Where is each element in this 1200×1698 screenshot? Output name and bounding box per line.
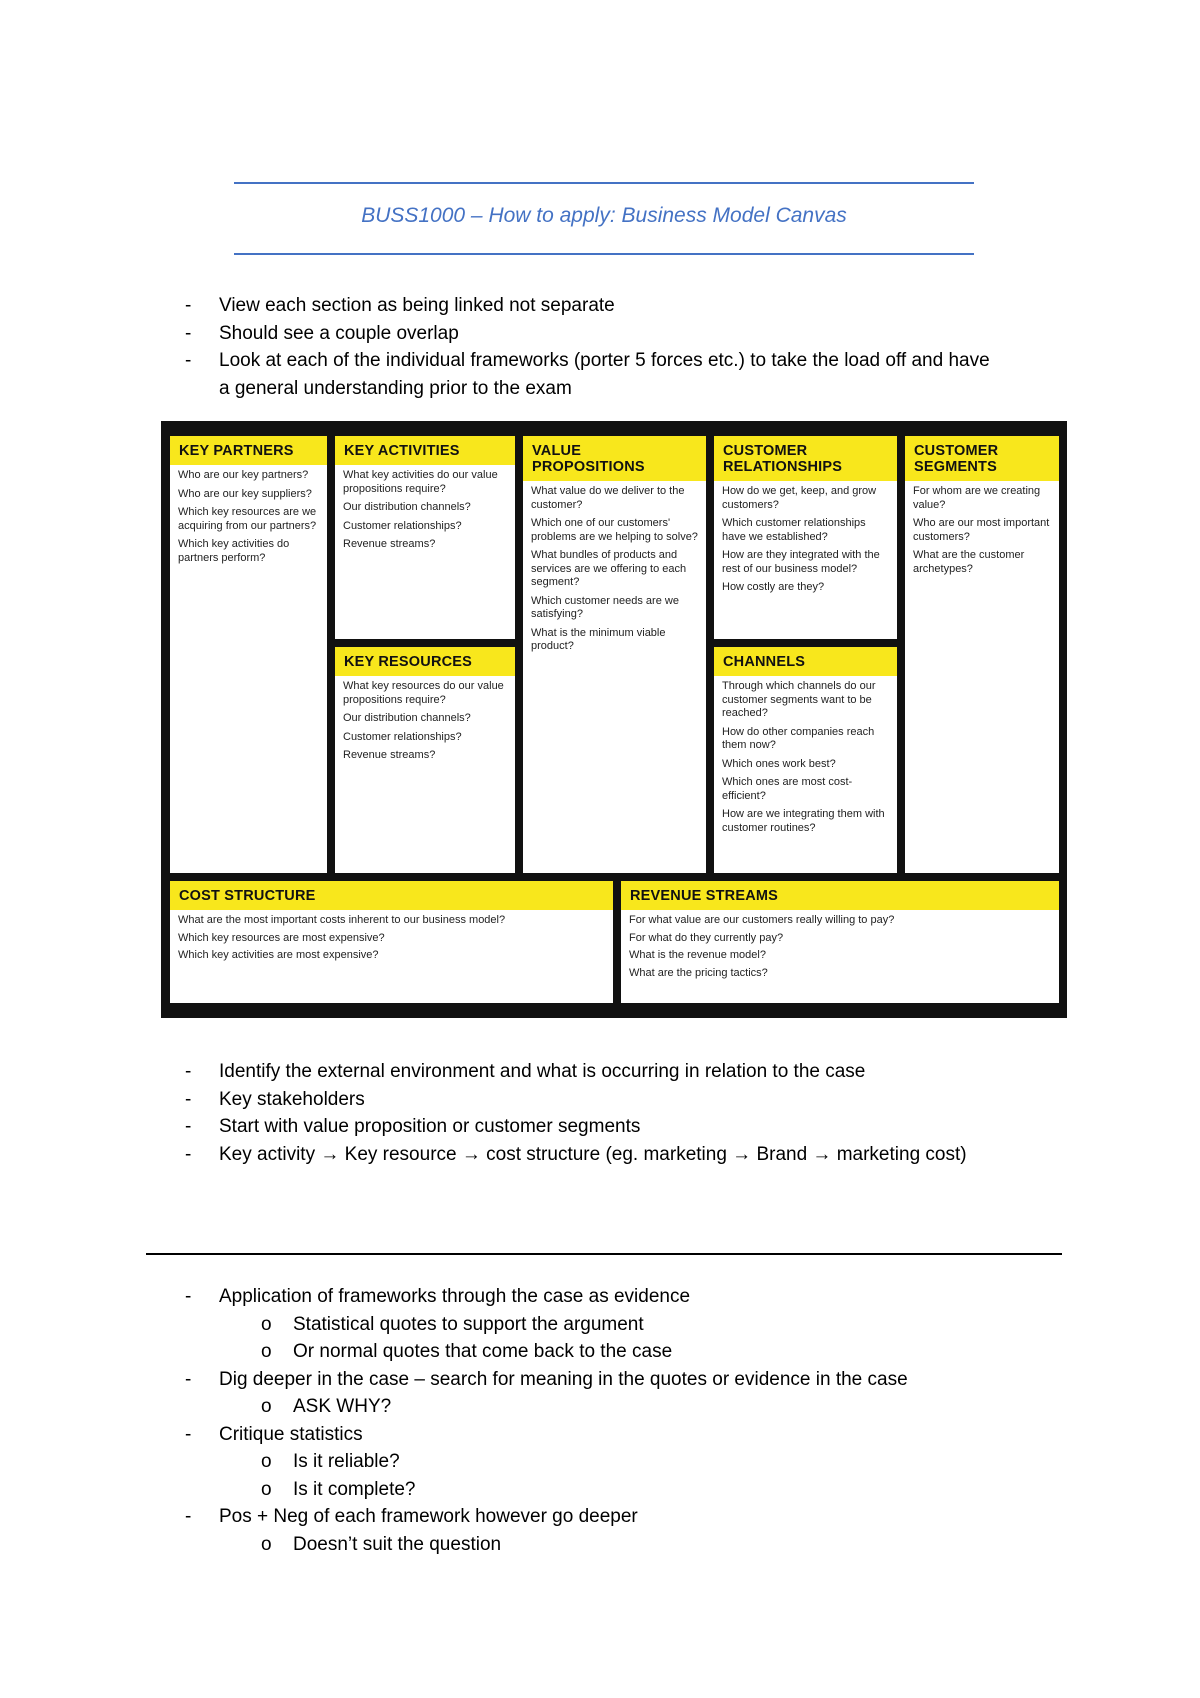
- list-item: [185, 1476, 908, 1504]
- canvas-question: What value do we deliver to the customer?: [531, 485, 685, 511]
- canvas-question: What are the most important costs inherent to our business model?: [178, 914, 506, 926]
- page-title: BUSS1000 – How to apply: Business Model Canvas: [361, 204, 847, 227]
- canvas-question: Which key activities do partners perform?: [178, 538, 290, 564]
- canvas-question: Who are our key suppliers?: [178, 487, 312, 500]
- canvas-box-questions: [170, 465, 327, 565]
- canvas-question: What is the minimum viable product?: [531, 626, 666, 652]
- bullet-text: Identify the external environment and what is occurring in relation to the case: [219, 1061, 866, 1082]
- section-divider: [146, 1253, 1062, 1255]
- list-item: [185, 1503, 908, 1531]
- canvas-box-heading: REVENUE STREAMS: [621, 881, 1059, 910]
- bullet-marker: o: [261, 1451, 272, 1472]
- bullet-text: Or normal quotes that come back to the case: [293, 1341, 673, 1362]
- list-item: [185, 1311, 908, 1339]
- cost-structure-box: [170, 881, 613, 1003]
- channels-box: [714, 647, 897, 873]
- title-top-rule: [234, 182, 974, 184]
- bullet-marker: -: [185, 1423, 192, 1445]
- list-item: [185, 1058, 967, 1086]
- lower-bullet-list: [185, 1283, 908, 1558]
- canvas-box-heading: CHANNELS: [714, 647, 897, 676]
- bullet-text: Is it complete?: [293, 1478, 416, 1500]
- bullet-marker: -: [185, 295, 192, 316]
- canvas-box-heading: CUSTOMER RELATIONSHIPS: [714, 436, 897, 481]
- canvas-box-questions: [335, 465, 515, 552]
- bullet-text: View each section as being linked not separate: [219, 295, 615, 316]
- bullet-text: Pos + Neg of each framework however go deeper: [219, 1506, 638, 1527]
- bullet-marker: -: [185, 1116, 192, 1137]
- list-item: [185, 1141, 967, 1169]
- canvas-question: Which key resources are we acquiring from our partners?: [178, 506, 317, 532]
- canvas-question: Through which channels do our customer segments want to be reached?: [722, 680, 876, 719]
- canvas-question: Which customer relationships have we established?: [722, 517, 866, 543]
- canvas-box-heading: KEY RESOURCES: [335, 647, 515, 676]
- bullet-text: Key activity → Key resource → cost structure (eg. marketing → Brand → marketing cost): [219, 1143, 967, 1165]
- bullet-text: Start with value proposition or customer segments: [219, 1116, 641, 1137]
- canvas-question: Customer relationships?: [343, 519, 462, 532]
- canvas-question: Which key activities are most expensive?: [178, 949, 379, 961]
- list-item: [185, 375, 990, 403]
- canvas-question: For what value are our customers really willing to pay?: [629, 914, 895, 926]
- key-resources-box: [335, 647, 515, 873]
- bullet-marker: o: [261, 1533, 272, 1555]
- canvas-box-questions: [170, 910, 613, 963]
- key-partners-box: [170, 436, 327, 873]
- canvas-box-heading: VALUE PROPOSITIONS: [523, 436, 706, 481]
- customer-relationships-box: [714, 436, 897, 639]
- canvas-question: Revenue streams?: [343, 749, 436, 761]
- bullet-marker: -: [185, 1088, 192, 1110]
- list-item: [185, 1393, 908, 1421]
- canvas-question: Which key resources are most expensive?: [178, 931, 385, 944]
- bullet-text: Dig deeper in the case – search for meaning in the quotes or evidence in the case: [219, 1368, 908, 1390]
- list-item: [185, 320, 990, 348]
- canvas-box-questions: [905, 481, 1059, 576]
- canvas-question: How costly are they?: [722, 581, 825, 593]
- canvas-box-heading: CUSTOMER SEGMENTS: [905, 436, 1059, 481]
- canvas-question: Which customer needs are we satisfying?: [531, 594, 679, 620]
- list-item: [185, 1366, 908, 1394]
- canvas-question: Which ones work best?: [722, 757, 836, 770]
- key-activities-box: [335, 436, 515, 639]
- canvas-question: Customer relationships?: [343, 730, 462, 743]
- list-item: [185, 1531, 908, 1559]
- canvas-box-heading: KEY ACTIVITIES: [335, 436, 515, 465]
- canvas-question: What are the customer archetypes?: [913, 549, 1025, 575]
- list-item: [185, 1283, 908, 1311]
- bullet-marker: -: [185, 1286, 192, 1307]
- canvas-box-heading: COST STRUCTURE: [170, 881, 613, 910]
- canvas-question: Our distribution channels?: [343, 712, 471, 724]
- canvas-question: What key resources do our value propositions require?: [343, 680, 504, 706]
- list-item: [185, 1448, 908, 1476]
- canvas-question: What are the pricing tactics?: [629, 966, 768, 979]
- canvas-box-heading: KEY PARTNERS: [170, 436, 327, 465]
- canvas-box-questions: [523, 481, 706, 654]
- bullet-text: ASK WHY?: [293, 1396, 392, 1417]
- title-bottom-rule: [234, 253, 974, 255]
- list-item: [185, 1338, 908, 1366]
- canvas-question: What bundles of products and services are we offering to each segment?: [531, 549, 687, 588]
- canvas-box-questions: [714, 676, 897, 835]
- bullet-text: Doesn’t suit the question: [293, 1533, 502, 1555]
- bullet-marker: -: [185, 1368, 192, 1390]
- bullet-marker: o: [261, 1341, 272, 1362]
- canvas-question: Our distribution channels?: [343, 501, 471, 513]
- bullet-text: Critique statistics: [219, 1423, 363, 1445]
- bullet-marker: o: [261, 1313, 272, 1335]
- canvas-question: Revenue streams?: [343, 538, 436, 550]
- canvas-question: For whom are we creating value?: [913, 485, 1041, 511]
- bullet-text: Is it reliable?: [293, 1451, 400, 1472]
- bullet-marker: -: [185, 350, 192, 371]
- canvas-question: Which one of our customers' problems are we helping to solve?: [531, 517, 698, 543]
- value-propositions-box: [523, 436, 706, 873]
- bullet-marker: o: [261, 1478, 272, 1500]
- canvas-question: How do other companies reach them now?: [722, 725, 875, 751]
- canvas-box-questions: [335, 676, 515, 763]
- revenue-streams-box: [621, 881, 1059, 1003]
- canvas-question: Which ones are most cost-efficient?: [722, 776, 853, 802]
- canvas-question: What key activities do our value propositions require?: [343, 469, 498, 495]
- intro-bullet-list: [185, 292, 990, 402]
- list-item: [185, 292, 990, 320]
- canvas-box-questions: [621, 910, 1059, 980]
- canvas-question: How are they integrated with the rest of our business model?: [722, 549, 880, 575]
- list-item: [185, 1421, 908, 1449]
- list-item: [185, 347, 990, 375]
- canvas-question: Who are our key partners?: [178, 469, 309, 481]
- bullet-marker: -: [185, 1143, 192, 1165]
- list-item: [185, 1086, 967, 1114]
- list-item: [185, 1113, 967, 1141]
- bullet-marker: -: [185, 1506, 192, 1527]
- canvas-question: How are we integrating them with customer routines?: [722, 808, 885, 834]
- customer-segments-box: [905, 436, 1059, 873]
- canvas-box-questions: [714, 481, 897, 595]
- bullet-text: a general understanding prior to the exam: [219, 377, 572, 399]
- bullet-marker: -: [185, 322, 192, 344]
- bullet-text: Application of frameworks through the case as evidence: [219, 1286, 691, 1307]
- bullet-marker: -: [185, 1061, 192, 1082]
- canvas-question: How do we get, keep, and grow customers?: [722, 485, 877, 511]
- middle-bullet-list: [185, 1058, 967, 1168]
- bullet-text: Key stakeholders: [219, 1088, 365, 1110]
- canvas-question: Who are our most important customers?: [913, 517, 1050, 543]
- bullet-text: Should see a couple overlap: [219, 322, 459, 344]
- business-model-canvas: [161, 421, 1067, 1018]
- canvas-question: For what do they currently pay?: [629, 931, 784, 944]
- canvas-question: What is the revenue model?: [629, 949, 766, 961]
- bullet-marker: o: [261, 1396, 272, 1417]
- bullet-text: Statistical quotes to support the argument: [293, 1313, 644, 1335]
- bullet-text: Look at each of the individual frameworks (porter 5 forces etc.) to take the load off and have: [219, 350, 990, 371]
